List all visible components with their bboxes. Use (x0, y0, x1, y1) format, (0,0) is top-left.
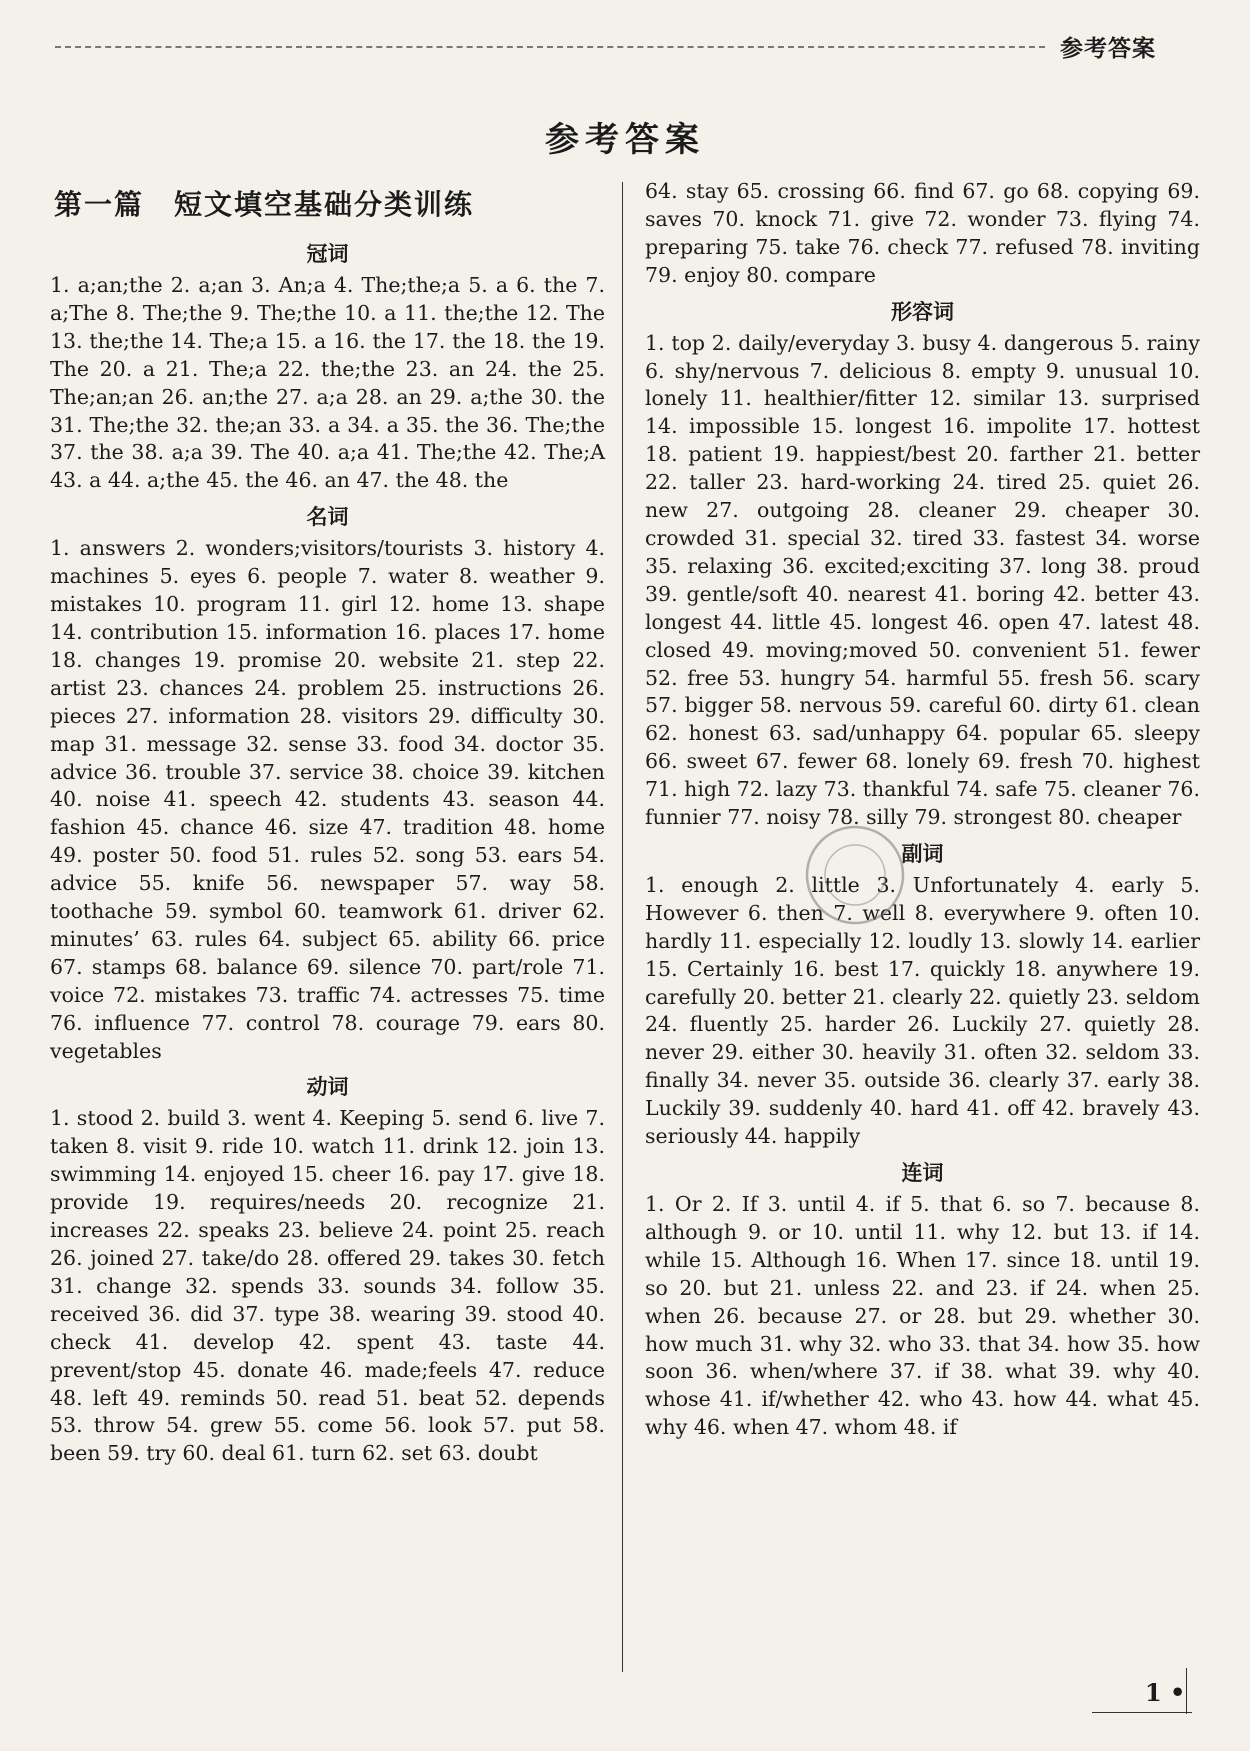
answers-verbs-continued: 64. stay 65. crossing 66. find 67. go 68. copying 69. saves 70. knock 71. give 72. wonder 73. flying 74. preparing 75. take 76. check 77. refused 78. inviting 79. enjoy 80. compare (645, 179, 1200, 287)
answers-verbs: 1. stood 2. build 3. went 4. Keeping 5. send 6. live 7. taken 8. visit 9. ride 10. watch 11. drink 12. join 13. swimming 14. enjoyed 15. cheer 16. pay 17. give 18. provide 19. requires/needs 20. recognize 21. increases 22. speaks 23. believe 24. point 25. reach 26. joined 27. take/do 28. offered 29. takes 30. fetch 31. change 32. spends 33. sounds 34. follow 35. received 36. did 37. type 38. wearing 39. stood 40. check 41. develop 42. spent 43. taste 44. prevent/stop 45. donate 46. made;feels 47. reduce 48. left 49. reminds 50. read 51. beat 52. depends 53. throw 54. grew 55. come 56. look 57. put 58. been 59. try 60. deal 61. turn 62. set 63. doubt (50, 1106, 605, 1466)
answers-adjectives: 1. top 2. daily/everyday 3. busy 4. dangerous 5. rainy 6. shy/nervous 7. delicious 8. empty 9. unusual 10. lonely 11. healthier/fitter 12. similar 13. surprised 14. impossible 15. longest 16. impolite 17. hottest 18. patient 19. happiest/best 20. farther 21. better 22. taller 23. hard-working 24. tired 25. quiet 26. new 27. outgoing 28. cleaner 29. cheaper 30. crowded 31. special 32. tired 33. fastest 34. worse 35. relaxing 36. excited;exciting 37. long 38. proud 39. gentle/soft 40. nearest 41. boring 42. better 43. longest 44. little 45. longest 46. open 47. latest 48. closed 49. moving;moved 50. convenient 51. fewer 52. free 53. hungry 54. harmful 55. fresh 56. scary 57. bigger 58. nervous 59. careful 60. dirty 61. clean 62. honest 63. sad/unhappy 64. popular 65. sleepy 66. sweet 67. fewer 68. lonely 69. fresh 70. highest 71. high 72. lazy 73. thankful 74. safe 75. cleaner 76. funnier 77. noisy 78. silly 79. strongest 80. cheaper (645, 330, 1200, 830)
section-title-nouns: 名词 (306, 504, 349, 530)
part-title: 第一篇 短文填空基础分类训练 (54, 188, 475, 221)
answers-adverbs: 1. enough 2. little 3. Unfortunately 4. early 5. However 6. then 7. well 8. everywhere 9. often 10. hardly 11. especially 12. loudly 13. slowly 14. earlier 15. Certainly 16. best 17. quickly 18. anywhere 19. carefully 20. better 21. clearly 22. quietly 23. seldom 24. fluently 25. harder 26. Luckily 27. quietly 28. never 29. either 30. heavily 31. often 32. seldom 33. finally 34. never 35. outside 36. clearly 37. early 38. Luckily 39. suddenly 40. hard 41. off 42. bravely 43. seriously 44. happily (645, 872, 1200, 1149)
page-number-rule (1092, 1712, 1192, 1713)
answers-conjunctions: 1. Or 2. If 3. until 4. if 5. that 6. so 7. because 8. although 9. or 10. until 11. why 12. but 13. if 14. while 15. Although 16. When 17. since 18. until 19. so 20. but 21. unless 22. and 23. if 24. when 25. when 26. because 27. or 28. but 29. whether 30. how much 31. why 32. who 33. that 34. how 35. how soon 36. when/where 37. if 38. what 39. why 40. whose 41. if/whether 42. who 43. how 44. what 45. why 46. when 47. whom 48. if (645, 1192, 1200, 1440)
stamp-outer-ring (807, 827, 903, 923)
section-title-adverbs: 副词 (901, 840, 944, 866)
header-dashed-rule (55, 46, 1045, 48)
stamp-inner-ring (825, 845, 885, 905)
section-title-conjunctions: 连词 (901, 1160, 944, 1185)
answers-articles: 1. a;an;the 2. a;an 3. An;a 4. The;the;a 5. a 6. the 7. a;The 8. The;the 9. The;the 10. a 11. the;the 12. The 13. the;the 14. The;a 15. a 16. the 17. the 18. the 19. The 20. a 21. The;a 22. the;the 23. an 24. the 25. The;an;an 26. an;the 27. a;a 28. an 29. a;the 30. the 31. The;the 32. the;an 33. a 34. a 35. the 36. The;the 37. the 38. a;a 39. The 40. a;a 41. The;the 42. The;A 43. a 44. a;the 45. the 46. an 47. the 48. the (50, 273, 605, 493)
right-column (645, 178, 1200, 1442)
section-title-verbs: 动词 (306, 1074, 349, 1100)
section-title-articles: 冠词 (306, 241, 349, 266)
page-number-rule-vertical (1186, 1668, 1187, 1714)
stamp-seal-icon (800, 820, 910, 930)
page-title: 参考答案 (545, 120, 705, 160)
running-header-title: 参考答案 (1060, 35, 1156, 62)
page-number: 1 • (1145, 1678, 1186, 1707)
column-divider (622, 182, 623, 1672)
left-column (50, 178, 605, 1468)
section-title-adjectives: 形容词 (891, 298, 954, 324)
answers-nouns: 1. answers 2. wonders;visitors/tourists 3. history 4. machines 5. eyes 6. people 7. water 8. weather 9. mistakes 10. program 11. girl 12. home 13. shape 14. contribution 15. information 16. places 17. home 18. changes 19. promise 20. website 21. step 22. artist 23. chances 24. problem 25. instructions 26. pieces 27. information 28. visitors 29. difficulty 30. map 31. message 32. sense 33. food 34. doctor 35. advice 36. trouble 37. service 38. choice 39. kitchen 40. noise 41. speech 42. students 43. season 44. fashion 45. chance 46. size 47. tradition 48. home 49. poster 50. food 51. rules 52. song 53. ears 54. advice 55. knife 56. newspaper 57. way 58. toothache 59. symbol 60. teamwork 61. driver 62. minutes’ 63. rules 64. subject 65. ability 66. price 67. stamps 68. balance 69. silence 70. part/role 71. voice 72. mistakes 73. traffic 74. actresses 75. time 76. influence 77. control 78. courage 79. ears 80. vegetables (50, 536, 605, 1063)
